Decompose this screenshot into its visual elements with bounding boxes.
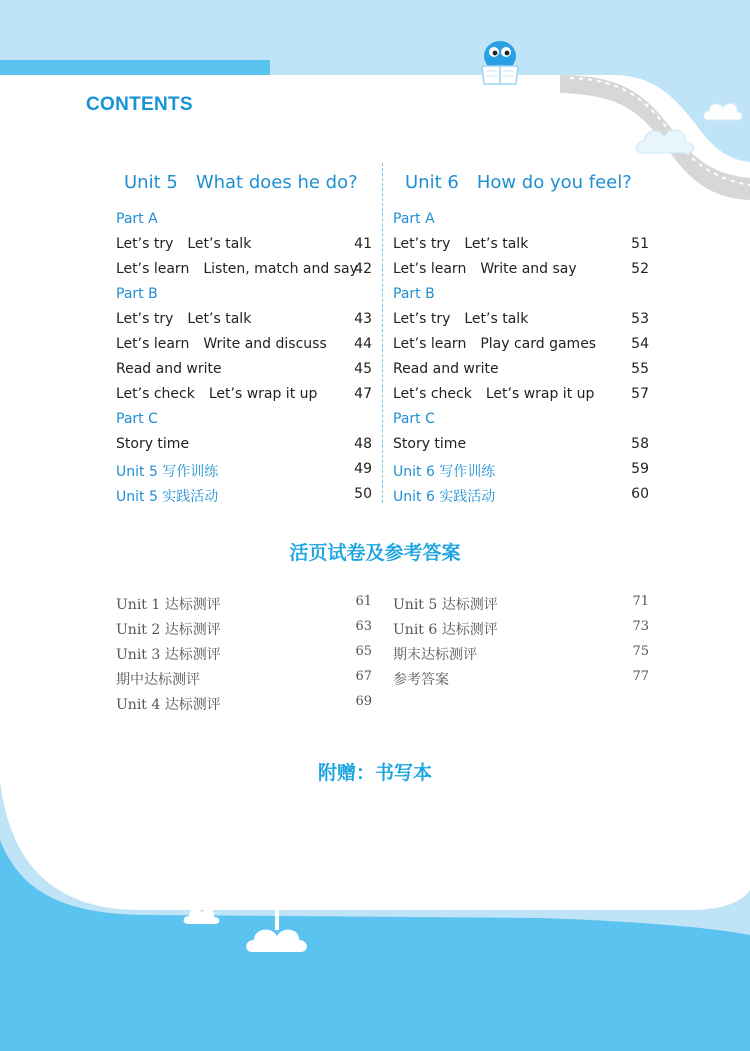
toc-entry[interactable] xyxy=(393,486,649,508)
toc-entry-label: Let’s try Let’s talk xyxy=(116,236,252,252)
test-entry-page: 67 xyxy=(355,669,372,684)
toc-entry-label: Unit 6 实践活动 xyxy=(393,489,496,505)
test-entry-page: 65 xyxy=(355,644,372,659)
toc-entry[interactable] xyxy=(116,461,372,483)
test-entry-page: 63 xyxy=(355,619,372,634)
toc-entry-page: 41 xyxy=(354,236,372,252)
toc-entry-page: 55 xyxy=(631,361,649,377)
toc-entry-label: Unit 6 写作训练 xyxy=(393,464,496,480)
cloud-icon xyxy=(702,96,746,122)
toc-entry[interactable] xyxy=(116,486,372,508)
toc-entry-page: 45 xyxy=(354,361,372,377)
test-entry-label: Unit 2 达标测评 xyxy=(116,622,221,638)
toc-entry-label: Let’s learn Play card games xyxy=(393,336,597,352)
unit-5-title: Unit 5 What does he do? xyxy=(124,172,358,193)
toc-entry-page: 49 xyxy=(354,461,372,477)
toc-entry-page: 50 xyxy=(354,486,372,502)
toc-entry-label: Story time xyxy=(393,436,467,452)
gift-title: 附赠：书写本 xyxy=(317,762,432,784)
part-c-label: Part C xyxy=(116,411,158,427)
toc-entry[interactable] xyxy=(116,386,372,408)
toc-entry-page: 42 xyxy=(354,261,372,277)
toc-entry[interactable] xyxy=(393,361,649,383)
toc-entry-label: Read and write xyxy=(116,361,222,377)
part-a-label: Part A xyxy=(116,211,158,227)
test-entry[interactable] xyxy=(116,669,372,691)
part-b-label: Part B xyxy=(393,286,435,302)
test-entry-label: 参考答案 xyxy=(393,672,449,688)
toc-entry[interactable] xyxy=(393,336,649,358)
toc-entry-label: Let’s learn Write and say xyxy=(393,261,577,277)
toc-entry-page: 51 xyxy=(631,236,649,252)
column-divider xyxy=(382,163,383,503)
test-entry-label: 期中达标测评 xyxy=(116,672,200,688)
test-entry-label: Unit 1 达标测评 xyxy=(116,597,221,613)
test-entry[interactable] xyxy=(116,594,372,616)
test-entry-label: Unit 5 达标测评 xyxy=(393,597,498,613)
toc-entry-page: 57 xyxy=(631,386,649,402)
toc-entry-label: Let’s learn Write and discuss xyxy=(116,336,327,352)
test-entry-page: 61 xyxy=(355,594,372,609)
test-entry[interactable] xyxy=(393,644,649,666)
toc-entry[interactable] xyxy=(116,336,372,358)
toc-entry[interactable] xyxy=(393,261,649,283)
toc-entry-label: Story time xyxy=(116,436,190,452)
test-entry-page: 73 xyxy=(632,619,649,634)
toc-entry-page: 59 xyxy=(631,461,649,477)
page-title: CONTENTS xyxy=(86,94,193,115)
toc-entry-label: Let’s learn Listen, match and say xyxy=(116,261,358,277)
test-entry-label: 期末达标测评 xyxy=(393,647,477,663)
toc-entry[interactable] xyxy=(116,436,372,458)
test-entry[interactable] xyxy=(116,644,372,666)
toc-entry[interactable] xyxy=(393,386,649,408)
toc-entry-page: 58 xyxy=(631,436,649,452)
toc-entry-label: Let’s try Let’s talk xyxy=(393,311,529,327)
plant-sprout-icon xyxy=(244,894,310,954)
test-entry[interactable] xyxy=(393,669,649,691)
toc-entry-label: Let’s try Let’s talk xyxy=(393,236,529,252)
toc-entry-label: Let’s try Let’s talk xyxy=(116,311,252,327)
test-entry-label: Unit 6 达标测评 xyxy=(393,622,498,638)
toc-entry[interactable] xyxy=(393,311,649,333)
toc-entry[interactable] xyxy=(393,236,649,258)
toc-entry-label: Let’s check Let’s wrap it up xyxy=(116,386,318,402)
toc-entry-page: 53 xyxy=(631,311,649,327)
test-entry[interactable] xyxy=(116,694,372,716)
unit-6-title: Unit 6 How do you feel? xyxy=(405,172,632,193)
toc-entry[interactable] xyxy=(116,261,372,283)
toc-entry-page: 54 xyxy=(631,336,649,352)
toc-entry[interactable] xyxy=(393,436,649,458)
toc-entry-label: Read and write xyxy=(393,361,499,377)
toc-entry[interactable] xyxy=(116,361,372,383)
toc-entry[interactable] xyxy=(116,236,372,258)
part-b-label: Part B xyxy=(116,286,158,302)
test-entry[interactable] xyxy=(393,594,649,616)
part-a-label: Part A xyxy=(393,211,435,227)
test-entry-label: Unit 3 达标测评 xyxy=(116,647,221,663)
tests-section-title: 活页试卷及参考答案 xyxy=(289,542,461,564)
toc-entry-page: 44 xyxy=(354,336,372,352)
toc-entry[interactable] xyxy=(393,461,649,483)
part-c-label: Part C xyxy=(393,411,435,427)
toc-entry-label: Unit 5 实践活动 xyxy=(116,489,219,505)
test-entry[interactable] xyxy=(393,619,649,641)
toc-entry-label: Unit 5 写作训练 xyxy=(116,464,219,480)
test-entry-page: 75 xyxy=(632,644,649,659)
toc-entry-page: 47 xyxy=(354,386,372,402)
test-entry[interactable] xyxy=(116,619,372,641)
toc-entry-label: Let’s check Let’s wrap it up xyxy=(393,386,595,402)
toc-entry-page: 52 xyxy=(631,261,649,277)
cloud-icon xyxy=(182,902,222,926)
test-entry-page: 69 xyxy=(355,694,372,709)
toc-entry-page: 60 xyxy=(631,486,649,502)
toc-entry-page: 43 xyxy=(354,311,372,327)
toc-entry-page: 48 xyxy=(354,436,372,452)
mascot-reading-icon xyxy=(476,36,524,88)
test-entry-page: 77 xyxy=(632,669,649,684)
toc-entry[interactable] xyxy=(116,311,372,333)
test-entry-page: 71 xyxy=(632,594,649,609)
cloud-icon xyxy=(634,120,698,156)
test-entry-label: Unit 4 达标测评 xyxy=(116,697,221,713)
